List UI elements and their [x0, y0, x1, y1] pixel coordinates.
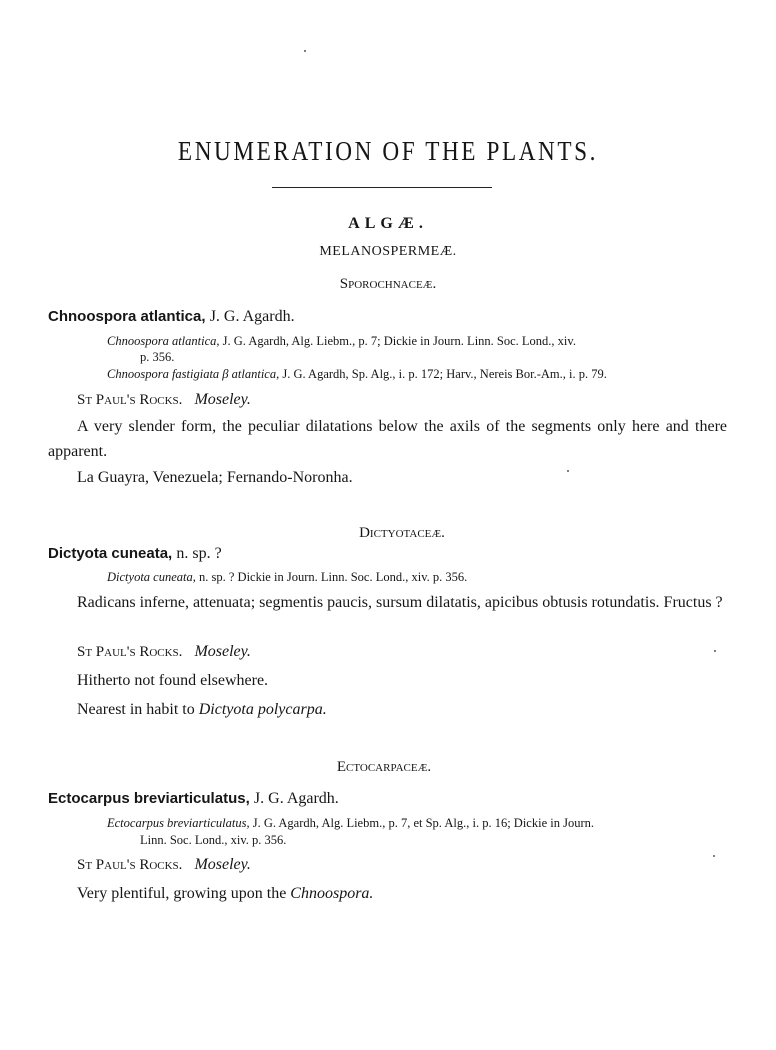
species-heading [48, 790, 339, 808]
habitat-text: Very plentiful, growing upon the [77, 885, 287, 902]
family-heading: Sporochnaceæ. [339, 276, 437, 292]
species-name: Chnoospora atlantica, [48, 308, 206, 325]
collector: Moseley. [194, 856, 251, 873]
species-heading [48, 545, 222, 563]
locality: St Paul's Rocks. [77, 644, 183, 660]
locality-line [77, 643, 251, 661]
speck [304, 50, 306, 52]
note: Hitherto not found elsewhere. [77, 672, 269, 689]
citation-continuation: p. 356. [140, 350, 175, 364]
page-title: ENUMERATION OF THE PLANTS. [177, 136, 599, 166]
species-author: J. G. Agardh. [253, 790, 339, 807]
citation-taxon: Dictyota cuneata, [107, 570, 196, 584]
latin-description: Radicans inferne, attenuata; segmentis paucis, sursum dilatatis, apicibus obtusis rotundatis. Fructus ? [77, 594, 723, 611]
order-heading: MELANOSPERMEÆ. [319, 244, 457, 259]
affinity-taxon: Dictyota polycarpa. [198, 701, 327, 718]
citation [107, 334, 576, 349]
species-heading [48, 308, 295, 326]
family-heading: Ectocarpaceæ. [336, 759, 432, 775]
speck [714, 650, 716, 652]
locality-line [77, 856, 251, 874]
affinity-note [77, 701, 327, 719]
citation-taxon: Chnoospora fastigiata β atlantica, [107, 367, 280, 381]
title-rule [272, 187, 492, 188]
citation-text: n. sp. ? Dickie in Journ. Linn. Soc. Lond., xiv. p. 356. [199, 570, 468, 584]
species-author: n. sp. ? [176, 545, 222, 562]
habitat-note [77, 885, 373, 903]
distribution: La Guayra, Venezuela; Fernando-Noronha. [77, 469, 353, 486]
citation-text: J. G. Agardh, Sp. Alg., i. p. 172; Harv., Nereis Bor.-Am., i. p. 79. [282, 367, 607, 381]
citation [107, 570, 467, 585]
locality-line [77, 391, 251, 409]
habitat-taxon: Chnoospora. [290, 885, 374, 902]
citation-taxon: Ectocarpus breviarticulatus, [107, 816, 250, 830]
speck [713, 855, 715, 857]
citation [107, 367, 607, 382]
citation-text: J. G. Agardh, Alg. Liebm., p. 7; Dickie in Journ. Linn. Soc. Lond., xiv. [222, 334, 576, 348]
locality: St Paul's Rocks. [77, 392, 183, 408]
affinity-text: Nearest in habit to [77, 701, 195, 718]
species-name: Ectocarpus breviarticulatus, [48, 790, 250, 807]
note-paragraph: A very slender form, the peculiar dilatations below the axils of the segments only here and there apparent. [48, 418, 727, 460]
species-author: J. G. Agardh. [209, 308, 295, 325]
class-heading: ALGÆ. [348, 215, 428, 232]
locality: St Paul's Rocks. [77, 857, 183, 873]
speck [567, 470, 569, 472]
citation-text: J. G. Agardh, Alg. Liebm., p. 7, et Sp. Alg., i. p. 16; Dickie in Journ. [252, 816, 595, 830]
family-heading: Dictyotaceæ. [359, 525, 445, 541]
collector: Moseley. [194, 643, 251, 660]
collector: Moseley. [194, 391, 251, 408]
citation [107, 816, 594, 831]
citation-continuation: Linn. Soc. Lond., xiv. p. 356. [140, 833, 287, 847]
citation-taxon: Chnoospora atlantica, [107, 334, 220, 348]
species-name: Dictyota cuneata, [48, 545, 173, 562]
